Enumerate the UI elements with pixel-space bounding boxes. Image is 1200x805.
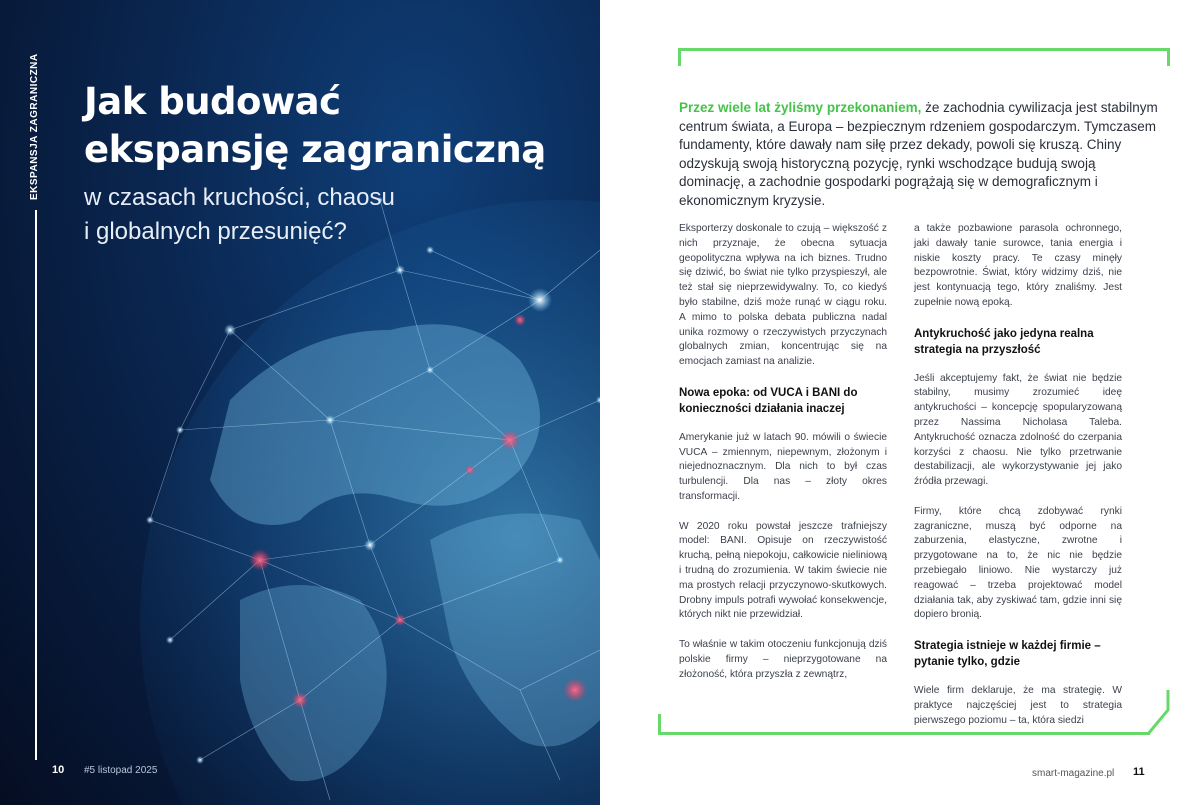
paragraph: Firmy, które chcą zdobywać rynki zagraniczne, muszą być odporne na zaburzenia, elastyczne, zwrotne i przygotowane na to, że nic nie będzie przebiegało liniowo. Nie wystarczy już reagować – trzeba projektować model działania tak, aby zyskiwać tam, gdzie inni się dopiero bronią. [914,505,1122,621]
lead-text: że zachodnia cywilizacja jest stabilnym centrum świata, a Europa – bezpiecznym rdzeniem gospodarczym. Tymczasem fundamenty, które dawały nam siłę przez dekady, powoli się kruszą. Chiny odzyskują swoją historyczną pozycję, rynki wschodzące budują swoją dominację, a zachodnie gospodarki pogrążają się w demograficznym i ekonomicznym kryzysie. [679,100,1158,208]
section-heading: Nowa epoka: od VUCA i BANI do konieczności działania inaczej [679,386,858,415]
section-divider-line [35,210,37,760]
website-url: smart-magazine.pl [1032,768,1115,779]
frame-border-left-top [678,48,681,66]
issue-label: #5 listopad 2025 [84,765,158,776]
section-heading: Antykruchość jako jedyna realna strategia na przyszłość [914,327,1094,356]
subtitle-line-1: w czasach kruchości, chaosu [84,184,395,211]
subtitle-line-2: i globalnych przesunięć? [84,218,347,245]
paragraph: Jeśli akceptujemy fakt, że świat nie będzie stabilny, musimy zrozumieć ideę antykruchości – koncepcję spopularyzowaną przez Nassima Nicholasa Taleba. Antykruchość oznacza zdolność do czerpania korzyści z chaosu. Nie tylko przetrwanie destabilizacji, ale wykorzystywanie jej jako źródła przewagi. [914,372,1122,488]
article-subtitle [84,181,524,249]
paragraph: W 2020 roku powstał jeszcze trafniejszy model: BANI. Opisuje on rzeczywistość kruchą, pełną niepokoju, całkowicie nieliniową i trudną do zrozumienia. W takim świecie nie ma prostych relacji przyczynowo-skutkowych. Drobny impuls potrafi wywołać konsekwencje, których nikt nie przewidział. [679,520,887,621]
text-column-2 [914,222,1122,743]
paragraph: Wiele firm deklaruje, że ma strategię. W praktyce najczęściej jest to strategia pierwszego poziomu – ta, która siedzi [914,684,1122,726]
title-line-2: ekspansję zagraniczną [84,128,546,171]
lead-highlight: Przez wiele lat żyliśmy przekonaniem, [679,100,922,115]
frame-border-top [678,48,1170,51]
section-heading: Strategia istnieje w każdej firmie – pytanie tylko, gdzie [914,639,1101,668]
frame-border-left-bottom [658,714,661,735]
page-number-right: 11 [1133,766,1145,778]
page-number-left: 10 [52,764,65,776]
paragraph: Amerykanie już w latach 90. mówili o świecie VUCA – zmiennym, niepewnym, złożonym i niejednoznacznym. Dla nich to był czas turbulencji. Dla nas – złoty okres transformacji. [679,431,887,502]
text-column-1 [679,222,887,697]
paragraph: Eksporterzy doskonale to czują – większość z nich przyznaje, że obecna sytuacja geopolityczna wpływa na ich biznes. Trudno się dziwić, bo świat nie tylko przyspieszył, ale też stał się nieprzewidywalny. To, co kiedyś było stabilne, dziś może runąć w ciągu roku. A mimo to polska debata publiczna nadal unika rozmowy o rzeczywistych przyczynach globalnych zmian, koncentrując się na emocjach zamiast na analizie. [679,223,887,368]
section-label: EKSPANSJA ZAGRANICZNA [29,53,40,200]
article-title [84,78,584,174]
paragraph: a także pozbawione parasola ochronnego, jaki dawały tanie surowce, tania energia i niskie koszty pracy. Te czasy minęły bezpowrotnie. Świat, który widzimy dziś, nie jest kontynuacją tego, który znaliśmy. Jest zupełnie nową epoką. [914,223,1122,308]
title-line-1: Jak budować [84,80,341,123]
lead-paragraph [679,99,1159,211]
frame-corner-diagonal [1140,690,1170,735]
paragraph: To właśnie w takim otoczeniu funkcjonują dziś polskie firmy – nieprzygotowane na złożoność, która przyszła z zewnątrz, [679,638,887,680]
frame-border-right-top [1167,48,1170,66]
